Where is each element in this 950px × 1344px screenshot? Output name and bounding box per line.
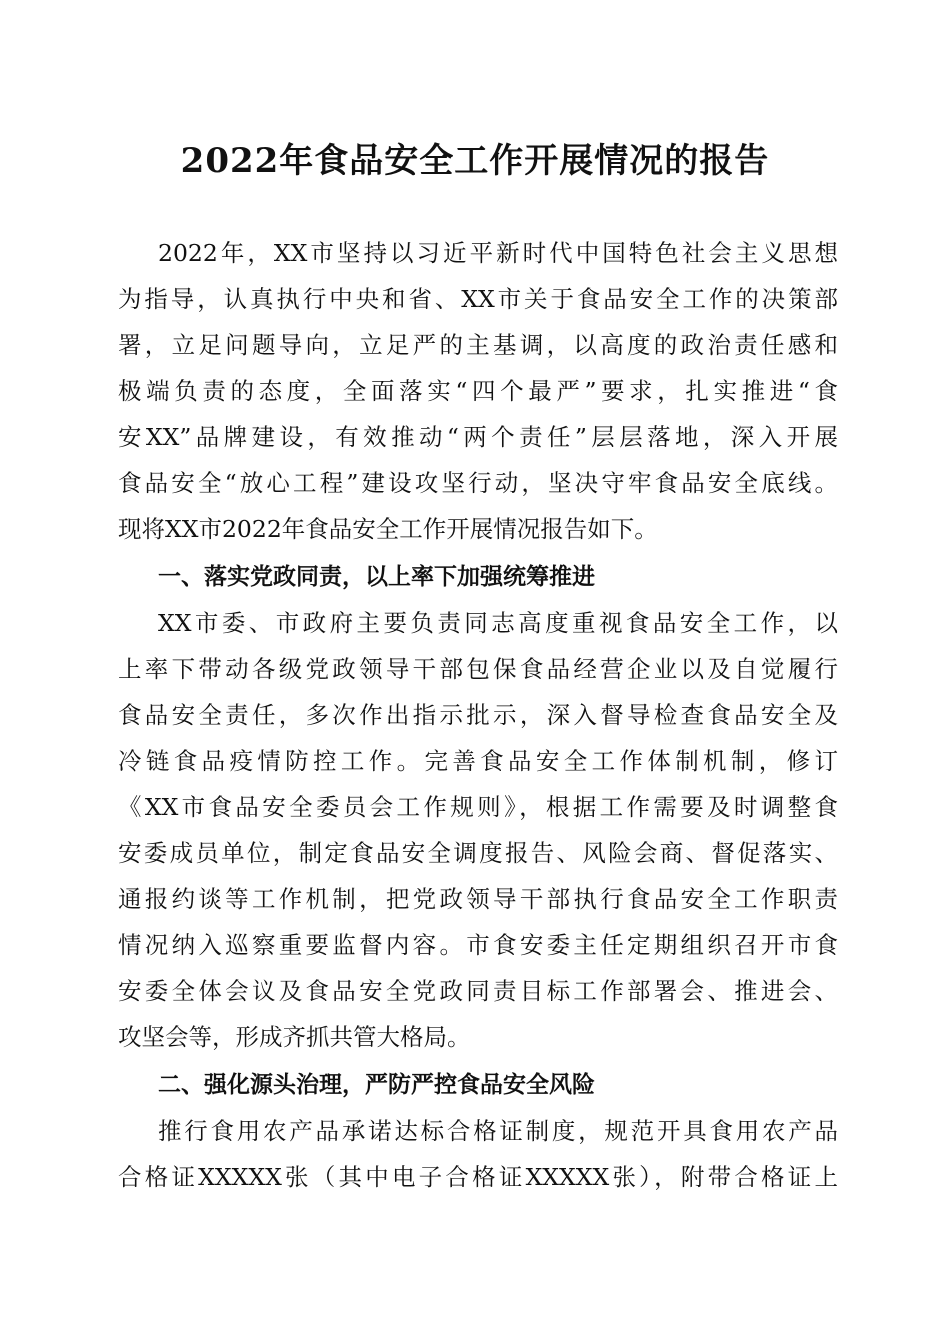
paragraph-2-line: 冷链食品疫情防控工作。完善食品安全工作体制机制，修订 [118,747,838,775]
section-heading-1: 一、落实党政同责，以上率下加强统筹推进 [158,564,595,590]
section-heading-2: 二、强化源头治理，严防严控食品安全风险 [158,1072,595,1098]
paragraph-3-line: 推行食用农产品承诺达标合格证制度，规范开具食用农产品 [158,1117,838,1145]
paragraph-2-line: XX市委、市政府主要负责同志高度重视食品安全工作，以 [158,609,838,637]
paragraph-2-line: 安委全体会议及食品安全党政同责目标工作部署会、推进会、 [118,977,838,1005]
paragraph-3-line: 合格证XXXXX张（其中电子合格证XXXXX张），附带合格证上 [118,1163,838,1191]
paragraph-2-line: 攻坚会等，形成齐抓共管大格局。 [118,1023,471,1051]
paragraph-1-line: 现将XX市2022年食品安全工作开展情况报告如下。 [118,515,658,543]
paragraph-2-line: 通报约谈等工作机制，把党政领导干部执行食品安全工作职责 [118,885,838,913]
paragraph-1-line: 为指导，认真执行中央和省、XX市关于食品安全工作的决策部 [118,285,838,313]
paragraph-1-line: 署，立足问题导向，立足严的主基调，以高度的政治责任感和 [118,331,838,359]
paragraph-2-line: 《XX市食品安全委员会工作规则》，根据工作需要及时调整食 [118,793,838,821]
paragraph-2-line: 情况纳入巡察重要监督内容。市食安委主任定期组织召开市食 [118,931,838,959]
paragraph-1-line: 极端负责的态度，全面落实“四个最严”要求，扎实推进“食 [118,377,838,405]
paragraph-2-line: 安委成员单位，制定食品安全调度报告、风险会商、督促落实、 [118,839,838,867]
paragraph-2-line: 上率下带动各级党政领导干部包保食品经营企业以及自觉履行 [118,655,838,683]
paragraph-1-line: 2022年，XX市坚持以习近平新时代中国特色社会主义思想 [158,239,838,267]
paragraph-2-line: 食品安全责任，多次作出指示批示，深入督导检查食品安全及 [118,701,838,729]
paragraph-1-line: 食品安全“放心工程”建设攻坚行动，坚决守牢食品安全底线。 [118,469,838,497]
paragraph-1-line: 安XX”品牌建设，有效推动“两个责任”层层落地，深入开展 [118,423,838,451]
document-title: 2022年食品安全工作开展情况的报告 [180,141,770,181]
